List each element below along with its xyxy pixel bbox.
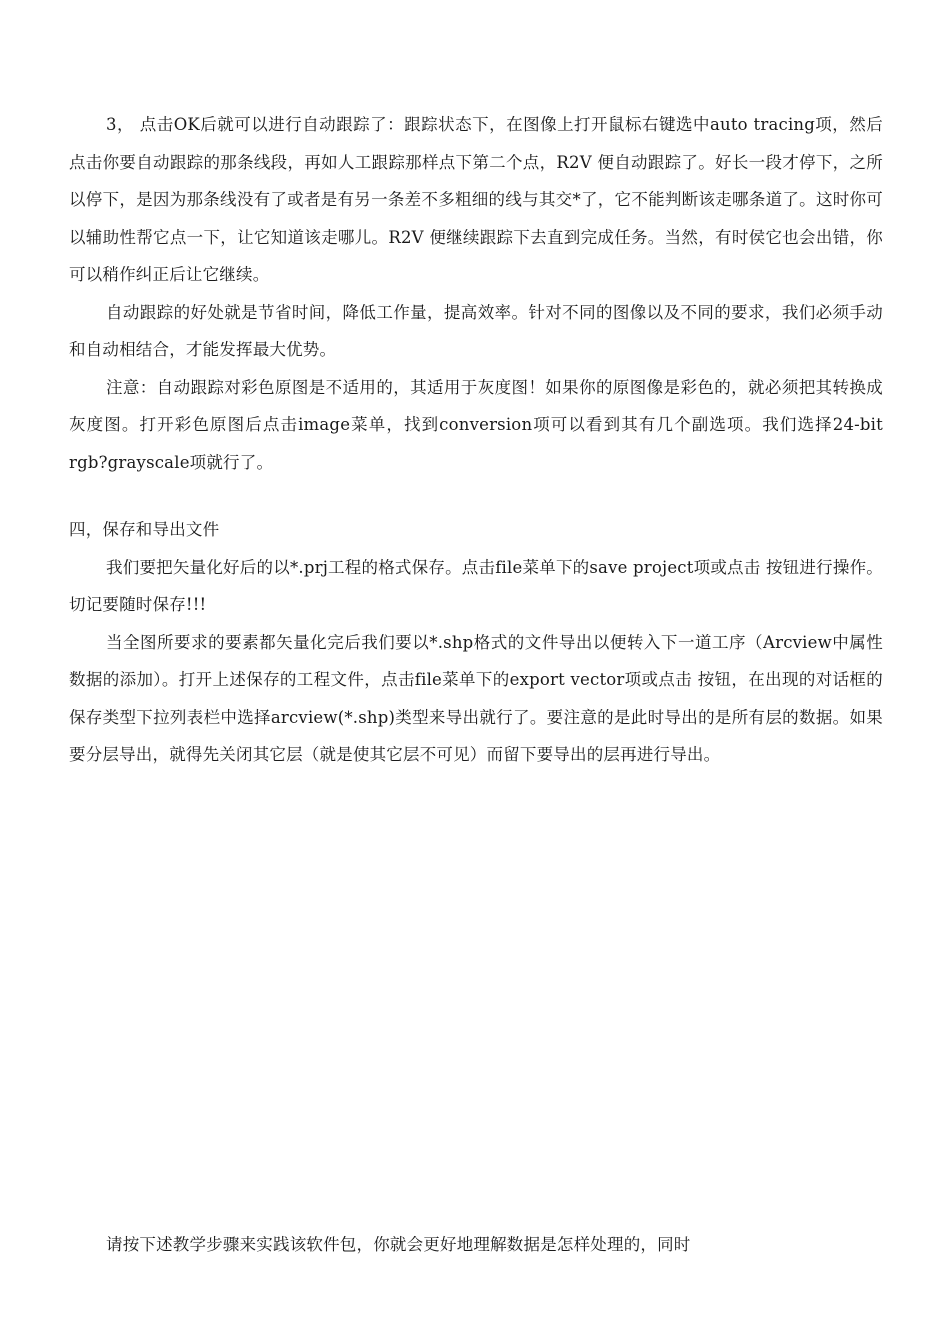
document-body — [69, 106, 883, 774]
footer-paragraph: 请按下述教学步骤来实践该软件包，你就会更好地理解数据是怎样处理的，同时 — [106, 1235, 691, 1254]
paragraph-grayscale-note: 注意：自动跟踪对彩色原图是不适用的，其适用于灰度图！如果你的原图像是彩色的，就必须把其转换成灰度图。打开彩色原图后点击image菜单，找到conversion项可以看到其有几个副选项。我们选择24-bit rgb?grayscale项就行了。 — [69, 377, 883, 472]
section-gap — [69, 481, 883, 511]
section-heading-save-export: 四，保存和导出文件 — [69, 520, 220, 539]
paragraph-auto-tracing-benefits: 自动跟踪的好处就是节省时间，降低工作量，提高效率。针对不同的图像以及不同的要求，我们必须手动和自动相结合，才能发挥最大优势。 — [69, 302, 883, 359]
paragraph-save-project: 我们要把矢量化好后的以*.prj工程的格式保存。点击file菜单下的save project项或点击 按钮进行操作。切记要随时保存!!! — [69, 557, 883, 614]
paragraph-auto-tracing-step: 3， 点击OK后就可以进行自动跟踪了：跟踪状态下，在图像上打开鼠标右键选中auto tracing项，然后点击你要自动跟踪的那条线段，再如人工跟踪那样点下第二个点，R2V 便自动跟踪了。好长一段才停下，之所以停下，是因为那条线没有了或者是有另一条差不多粗细的线与其交*了，它不能判断该走哪条道了。这时你可以辅助性帮它点一下，让它知道该走哪儿。R2V 便继续跟踪下去直到完成任务。当然，有时侯它也会出错，你可以稍作纠正后让它继续。 — [69, 115, 883, 284]
paragraph-export-vector: 当全图所要求的要素都矢量化完后我们要以*.shp格式的文件导出以便转入下一道工序（Arcview中属性数据的添加）。打开上述保存的工程文件，点击file菜单下的export vector项或点击 按钮，在出现的对话框的保存类型下拉列表栏中选择arcview(*.shp)类型来导出就行了。要注意的是此时导出的是所有层的数据。如果要分层导出，就得先关闭其它层（就是使其它层不可见）而留下要导出的层再进行导出。 — [69, 632, 883, 764]
